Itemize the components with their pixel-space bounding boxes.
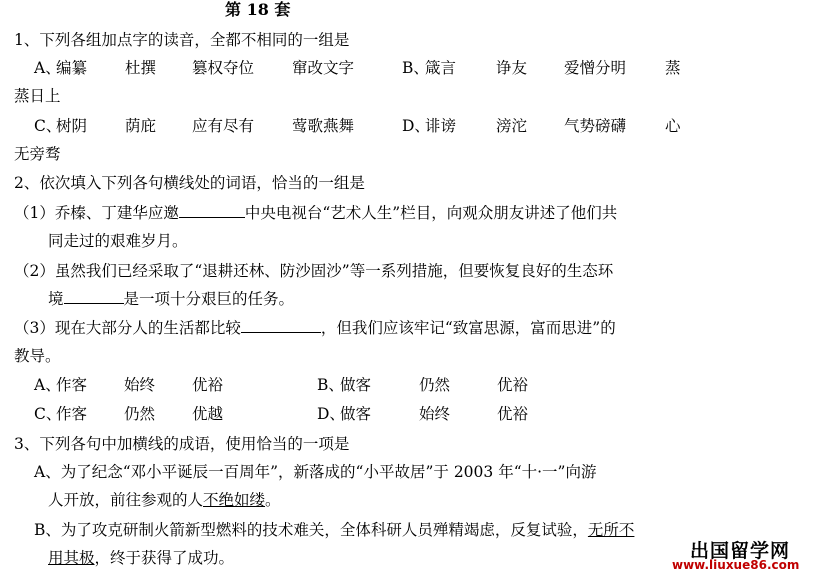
q1-option-b-word-1: 箴言 xyxy=(425,59,457,77)
q1-option-d-wrap: 无旁骛 xyxy=(14,145,61,163)
q2-option-a-word-3: 优裕 xyxy=(192,376,224,394)
q1-option-c-label: C、 xyxy=(34,117,62,135)
watermark-url: www.liuxue86.com xyxy=(672,558,800,572)
q2-option-c-label: C、 xyxy=(34,405,62,423)
q3-b-underlined-idiom-part-2: 用其极 xyxy=(48,549,95,567)
q1-option-d-word-2: 滂沱 xyxy=(496,117,528,135)
q2-s1-post: 中央电视台“艺术人生”栏目，向观众朋友讲述了他们共 xyxy=(244,204,618,222)
q2-s2-post: 是一项十分艰巨的任务。 xyxy=(123,290,295,308)
q1-option-b-word-2: 诤友 xyxy=(496,59,528,77)
q1-option-c-word-4: 莺歌燕舞 xyxy=(292,117,355,135)
q1-option-a-word-4: 窜改文字 xyxy=(292,59,355,77)
q3-option-b-wrap xyxy=(48,548,234,568)
q2-option-c-word-3: 优越 xyxy=(192,405,224,423)
q2-sentence-3-wrap: 教导。 xyxy=(14,347,61,365)
q3-a-wrap-pre: 人开放，前往参观的人 xyxy=(48,491,204,509)
q1-option-a-word-2: 杜撰 xyxy=(125,59,157,77)
q1-option-c-word-1: 树阴 xyxy=(56,117,88,135)
q3-b-wrap-post: ，终于获得了成功。 xyxy=(94,549,235,567)
q2-s1-pre: （1）乔榛、丁建华应邀 xyxy=(14,204,179,222)
watermark-site-name: 出国留学网 xyxy=(690,540,791,562)
q2-sentence-2-wrap xyxy=(48,289,294,309)
q3-a-underlined-idiom: 不绝如缕 xyxy=(203,491,266,509)
q2-option-b-word-2: 仍然 xyxy=(419,376,451,394)
q1-option-c-word-3: 应有尽有 xyxy=(192,117,255,135)
q1-option-a-label: A、 xyxy=(34,59,61,77)
q2-option-a-word-1: 作客 xyxy=(56,376,88,394)
q2-option-d-word-2: 始终 xyxy=(419,405,451,423)
q3-b-line-pre: B、为了攻克研制火箭新型燃料的技术难关，全体科研人员殚精竭虑，反复试验， xyxy=(34,521,588,539)
q2-option-d-word-3: 优裕 xyxy=(497,405,529,423)
q1-option-d-label: D、 xyxy=(402,117,430,135)
q2-option-d-word-1: 做客 xyxy=(340,405,372,423)
q2-sentence-2: （2）虽然我们已经采取了“退耕还林、防沙固沙”等一系列措施，但要恢复良好的生态环 xyxy=(14,262,614,280)
q3-option-a: A、为了纪念“邓小平诞辰一百周年”，新落成的“小平故居”于 2003 年“十·一”向游 xyxy=(34,463,597,481)
page-title: 第 18 套 xyxy=(225,0,291,19)
q1-option-d-word-3: 气势磅礴 xyxy=(564,117,627,135)
q3-stem: 3、下列各句中加横线的成语，使用恰当的一项是 xyxy=(14,435,350,453)
q2-option-d-label: D、 xyxy=(317,405,345,423)
q1-option-b-word-3: 爱憎分明 xyxy=(564,59,627,77)
q2-stem: 2、依次填入下列各句横线处的词语，恰当的一组是 xyxy=(14,174,365,192)
q1-stem: 1、下列各组加点字的读音，全都不相同的一组是 xyxy=(14,31,350,49)
q3-option-a-wrap xyxy=(48,490,281,510)
q2-option-b-label: B、 xyxy=(317,376,344,394)
q2-option-b-word-3: 优裕 xyxy=(497,376,529,394)
q3-option-b xyxy=(34,520,634,540)
q2-option-a-label: A、 xyxy=(34,376,61,394)
fill-blank xyxy=(179,203,245,218)
q3-b-underlined-idiom-part-1: 无所不 xyxy=(587,521,635,539)
q1-option-d-word-4: 心 xyxy=(665,117,681,135)
q2-option-a-word-2: 始终 xyxy=(124,376,156,394)
q1-option-b-wrap: 蒸日上 xyxy=(14,87,61,105)
fill-blank xyxy=(64,289,124,304)
q2-option-b-word-1: 做客 xyxy=(340,376,372,394)
q2-sentence-1 xyxy=(14,203,617,223)
q2-s3-post: ，但我们应该牢记“致富思源，富而思进”的 xyxy=(320,319,616,337)
q2-sentence-1-wrap: 同走过的艰难岁月。 xyxy=(48,232,188,250)
q1-option-b-word-4: 蒸 xyxy=(665,59,681,77)
fill-blank xyxy=(241,318,321,333)
q2-s3-pre: （3）现在大部分人的生活都比较 xyxy=(14,319,241,337)
q1-option-d-word-1: 诽谤 xyxy=(425,117,457,135)
q2-option-c-word-1: 作客 xyxy=(56,405,88,423)
q2-option-c-word-2: 仍然 xyxy=(124,405,156,423)
q1-option-a-word-1: 编纂 xyxy=(56,59,88,77)
q1-option-a-word-3: 篡权夺位 xyxy=(192,59,255,77)
q3-a-wrap-post: 。 xyxy=(265,491,281,509)
q2-sentence-3 xyxy=(14,318,616,338)
q1-option-b-label: B、 xyxy=(402,59,429,77)
q1-option-c-word-2: 荫庇 xyxy=(125,117,157,135)
q2-s2-pre: 境 xyxy=(48,290,64,308)
